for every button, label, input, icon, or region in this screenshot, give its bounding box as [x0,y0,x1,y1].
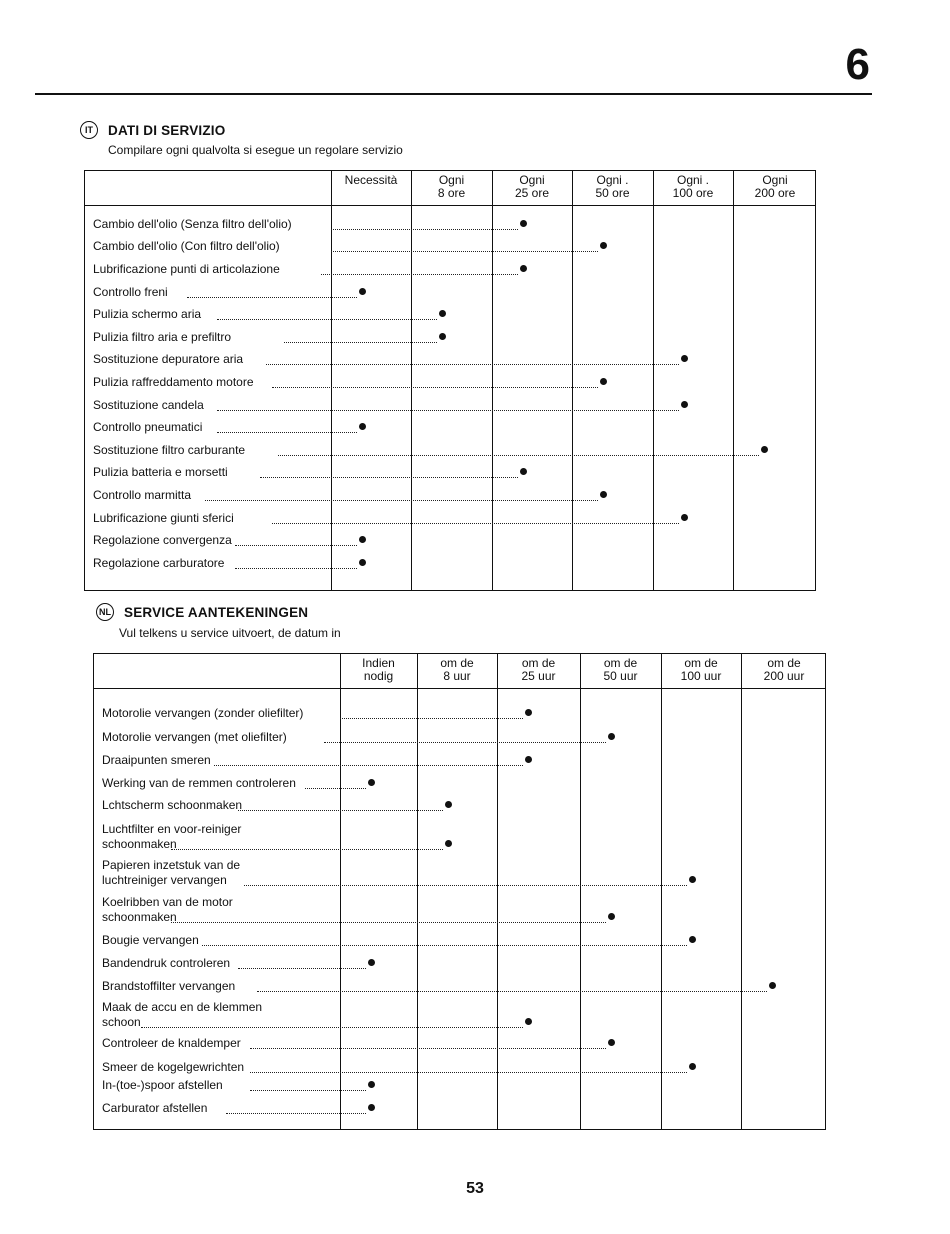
interval-marker [600,242,607,249]
task-label-line: Cambio dell'olio (Con filtro dell'olio) [93,239,280,253]
task-label [93,556,224,571]
column-divider [733,171,734,590]
task-label [102,1078,223,1093]
task-label-line: Motorolie vervangen (met oliefilter) [102,730,287,744]
section-subtitle-nl: Vul telkens u service uitvoert, de datum in [119,626,341,640]
task-label [102,1101,207,1116]
column-header-line: om de [767,656,801,670]
header-rule [35,93,872,95]
column-divider [340,654,341,1129]
task-label-line: Cambio dell'olio (Senza filtro dell'olio) [93,217,292,231]
column-header-line: Ogni . [676,173,709,187]
interval-marker [359,536,366,543]
language-badge-nl: NL [96,603,114,621]
column-header-line: 25 uur [521,669,556,683]
task-label-line: Draaipunten smeren [102,753,211,767]
task-label-line: Sostituzione candela [93,398,204,412]
column-header-line: 25 ore [514,186,550,200]
column-divider [572,171,573,590]
task-label [93,511,234,526]
column-header [331,171,411,187]
interval-marker [608,913,615,920]
dotted-leader [272,387,598,388]
dotted-leader [257,991,768,992]
dotted-leader [250,1072,687,1073]
task-label [93,262,280,277]
section-nl-heading [96,603,308,621]
interval-marker [368,959,375,966]
dotted-leader [187,297,358,298]
task-label-line: Maak de accu en de klemmen [102,1000,263,1014]
task-label-line: Carburator afstellen [102,1101,208,1115]
interval-marker [681,355,688,362]
dotted-leader [278,455,759,456]
interval-marker [445,840,452,847]
column-divider [653,171,654,590]
column-header [497,654,580,683]
task-label [93,285,168,300]
dotted-leader [260,477,518,478]
interval-marker [359,559,366,566]
task-label-line: Lchtscherm schoonmaken [102,798,243,812]
interval-marker [608,733,615,740]
task-label [102,858,240,888]
interval-marker [368,1104,375,1111]
interval-marker [689,1063,696,1070]
column-header [572,171,653,200]
task-label-line: Pulizia schermo aria [93,307,202,321]
column-header [417,654,497,683]
chapter-number: 6 [845,40,870,89]
task-label [93,239,280,254]
dotted-leader [217,410,679,411]
column-header-line: 8 uur [443,669,471,683]
column-header-line: 50 ore [595,186,630,200]
dotted-leader [171,849,443,850]
task-label [102,1036,241,1051]
task-label-line: Controleer de knaldemper [102,1036,241,1050]
column-header-line: nodig [363,669,394,683]
section-subtitle-it: Compilare ogni qualvolta si esegue un regolare servizio [108,143,403,157]
column-divider [331,171,332,590]
section-title-nl: SERVICE AANTEKENINGEN [124,604,309,620]
task-label-line: Pulizia raffreddamento motore [93,375,254,389]
column-header-line: Ogni [438,173,465,187]
task-label-line: Luchtfilter en voor-reiniger [102,822,242,836]
task-label-line: Pulizia filtro aria e prefiltro [93,330,232,344]
language-badge-it: IT [80,121,98,139]
column-divider [741,654,742,1129]
task-label-line: Koelribben van de motor [102,895,233,909]
dotted-leader [324,742,606,743]
service-table-nl [93,653,826,1130]
task-label-line: Sostituzione filtro carburante [93,443,246,457]
interval-marker [368,779,375,786]
dotted-leader [238,968,366,969]
dotted-leader [284,342,437,343]
task-label [102,706,303,721]
task-label [102,730,287,745]
interval-marker [689,936,696,943]
task-label-line: Controllo freni [93,285,168,299]
column-header-line: 200 uur [763,669,805,683]
interval-marker [439,310,446,317]
column-header [492,171,572,200]
task-label-line: Lubrificazione punti di articolazione [93,262,280,276]
column-header [741,654,827,683]
task-label-line: Regolazione convergenza [93,533,232,547]
column-header [661,654,741,683]
task-label-line: Bougie vervangen [102,933,199,947]
task-label-line: luchtreiniger vervangen [102,873,227,887]
task-label [93,375,254,390]
task-label-line: schoonmaken [102,837,177,851]
column-header [340,654,417,683]
task-label [102,1000,262,1030]
task-label [102,1060,244,1075]
task-label-line: schoonmaken [102,910,177,924]
column-header-line: Necessità [344,173,398,187]
dotted-leader [250,1090,366,1091]
section-it-heading [80,121,225,139]
interval-marker [525,709,532,716]
task-label [102,933,199,948]
dotted-leader [214,765,523,766]
task-label-line: Lubrificazione giunti sferici [93,511,234,525]
column-divider [492,171,493,590]
task-label-line: Smeer de kogelgewrichten [102,1060,245,1074]
task-label [93,420,202,435]
task-label [93,307,201,322]
task-label-line: Papieren inzetstuk van de [102,858,241,872]
dotted-leader [331,251,598,252]
task-label-line: Sostituzione depuratore aria [93,352,244,366]
dotted-leader [217,432,357,433]
task-label [93,488,191,503]
interval-marker [525,756,532,763]
task-label-line: Bandendruk controleren [102,956,231,970]
task-label-line: Werking van de remmen controleren [102,776,296,790]
interval-marker [761,446,768,453]
column-header [653,171,733,200]
column-header-line: Indien [362,656,395,670]
dotted-leader [235,545,357,546]
task-label [102,798,242,813]
interval-marker [769,982,776,989]
dotted-leader [305,788,366,789]
task-label-line: Pulizia batteria e morsetti [93,465,228,479]
column-header-line: Ogni [519,173,545,187]
task-label [102,979,235,994]
task-label [93,352,243,367]
column-header-line: 200 ore [754,186,796,200]
interval-marker [359,288,366,295]
column-header-line: om de [440,656,474,670]
interval-marker [359,423,366,430]
interval-marker [520,265,527,272]
dotted-leader [340,718,523,719]
interval-marker [600,491,607,498]
column-header-line: 50 uur [603,669,638,683]
column-header-line: Ogni [762,173,788,187]
interval-marker [520,220,527,227]
task-label-line: Brandstoffilter vervangen [102,979,236,993]
dotted-leader [331,229,518,230]
interval-marker [681,514,688,521]
column-divider [497,654,498,1129]
interval-marker [600,378,607,385]
dotted-leader [238,810,443,811]
dotted-leader [202,945,687,946]
task-label [93,443,245,458]
column-header-line: 100 uur [680,669,722,683]
column-header-line: om de [521,656,556,670]
task-label [93,217,292,232]
interval-marker [368,1081,375,1088]
dotted-leader [205,500,598,501]
task-label [93,465,228,480]
task-label [102,895,233,925]
interval-marker [445,801,452,808]
dotted-leader [226,1113,366,1114]
task-label [102,776,296,791]
page-number: 53 [466,1180,484,1197]
task-label [93,330,231,345]
column-divider [580,654,581,1129]
column-header [411,171,492,200]
interval-marker [439,333,446,340]
dotted-leader [272,523,679,524]
column-divider [661,654,662,1129]
interval-marker [608,1039,615,1046]
task-label-line: Regolazione carburatore [93,556,225,570]
column-divider [411,171,412,590]
column-header-line: om de [684,656,718,670]
interval-marker [681,401,688,408]
dotted-leader [171,922,606,923]
column-header-line: 100 ore [672,186,714,200]
interval-marker [689,876,696,883]
dotted-leader [266,364,679,365]
task-label [93,533,232,548]
dotted-leader [321,274,518,275]
task-label [93,398,204,413]
task-label [102,956,230,971]
column-divider [417,654,418,1129]
task-label [102,753,211,768]
task-label-line: Controllo marmitta [93,488,192,502]
interval-marker [520,468,527,475]
column-header [733,171,817,200]
dotted-leader [217,319,437,320]
section-title-it: DATI DI SERVIZIO [108,122,226,138]
task-label-line: In-(toe-)spoor afstellen [102,1078,223,1092]
column-header-line: om de [603,656,638,670]
column-header-line: Ogni . [596,173,629,187]
interval-marker [525,1018,532,1025]
task-label [102,822,241,852]
task-label-line: Motorolie vervangen (zonder oliefilter) [102,706,304,720]
dotted-leader [244,885,687,886]
column-header-line: 8 ore [437,186,466,200]
service-table-it [84,170,816,591]
dotted-leader [235,568,357,569]
column-header [580,654,661,683]
dotted-leader [141,1027,523,1028]
dotted-leader [250,1048,606,1049]
task-label-line: schoon [102,1015,141,1029]
task-label-line: Controllo pneumatici [93,420,203,434]
